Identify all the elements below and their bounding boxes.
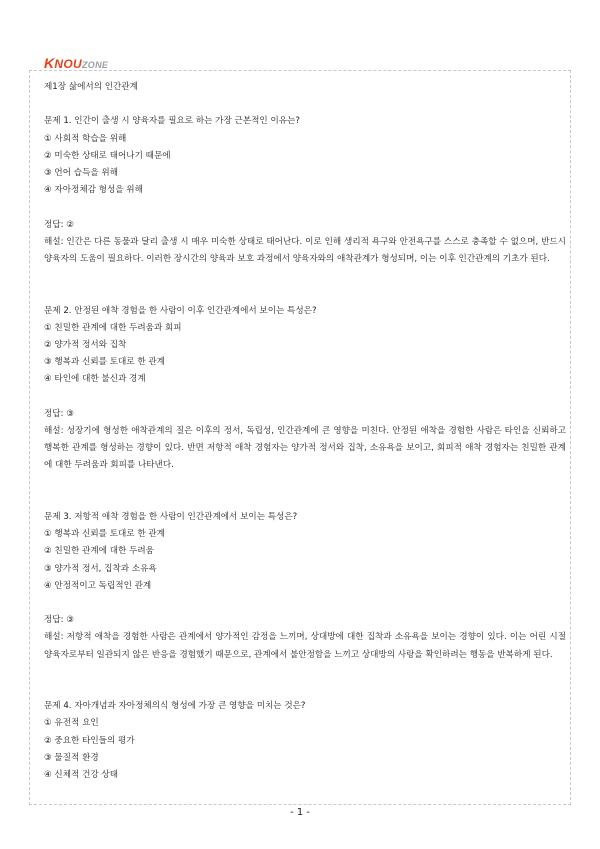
question-block [44,509,566,664]
question-block [44,113,566,268]
option-item: ③ 물질적 환경 [44,752,99,763]
option-item: ① 행복과 신뢰를 토대로 한 관계 [44,529,165,540]
explanation-text: 해설: 인간은 다른 동물과 달리 출생 시 매우 미숙한 상태로 태어난다. 이로 인해 생리적 욕구와 안전욕구를 스스로 충족할 수 없으며, 반드시 양육자의 도움이 필요하다. 이러한 장시간의 양육과 보호 과정에서 양육자와의 애착관계가 형성되며, 이는 이후 인간관계의 기초가 된다. [44,236,566,264]
question-text: 문제 1. 인간이 출생 시 양육자를 필요로 하는 가장 근본적인 이유는? [44,116,300,127]
option-item: ③ 양가적 정서, 집착과 소유욕 [44,563,157,574]
question-text: 문제 4. 자아개념과 자아정체의식 형성에 가장 큰 영향을 미치는 것은? [44,701,306,712]
option-item: ① 친밀한 관계에 대한 두려움과 회피 [44,322,182,333]
answer-text: 정답: ③ [44,408,74,419]
option-item: ② 중요한 타인들의 평가 [44,735,135,746]
explanation-text: 해설: 성장기에 형성한 애착관계의 질은 이후의 정서, 독립성, 인간관계에 큰 영향을 미친다. 안정된 애착을 경험한 사람은 타인을 신뢰하고 행복한 관계를 형성하는 경향이 있다. 반면 저항적 애착 경험자는 양가적 정서와 집착, 소유욕을 보이고, 회피적 애착 경험자는 친밀한 관계에 대한 두려움과 회피를 나타낸다. [44,426,566,471]
question-block [44,303,566,475]
answer-text: 정답: ② [44,219,74,230]
explanation-text: 해설: 저항적 애착을 경험한 사람은 관계에서 양가적인 감정을 느끼며, 상대방에 대한 집착과 소유욕을 보이는 경향이 있다. 이는 어린 시절 양육자로부터 일관되지 않은 반응을 경험했기 때문으로, 관계에서 불안정함을 느끼고 상대방의 사랑을 확인하려는 행동을 반복하게 된다. [44,632,566,660]
option-item: ① 사회적 학습을 위해 [44,133,127,144]
option-item: ④ 신체적 건강 상태 [44,770,119,781]
option-item: ② 친밀한 관계에 대한 두려움 [44,546,154,557]
option-item: ④ 안정적이고 독립적인 관계 [44,580,152,591]
option-item: ④ 자아정체감 형성을 위해 [44,185,143,196]
option-item: ① 유전적 요인 [44,718,99,729]
option-item: ③ 언어 습득을 위해 [44,168,119,178]
question-text: 문제 2. 안정된 애착 경험을 한 사람이 이후 인간관계에서 보이는 특성은? [44,305,317,316]
option-item: ② 미숙한 상태로 태어나기 때문에 [44,150,171,161]
option-item: ③ 행복과 신뢰를 토대로 한 관계 [44,357,165,368]
document-body [44,79,566,784]
knouzone-logo: KNOUZONE [44,55,109,71]
question-text: 문제 3. 저항적 애착 경험을 한 사람이 인간관계에서 보이는 특성은? [44,512,298,522]
question-block [44,698,566,784]
page-number: - 1 - [290,807,310,818]
option-item: ④ 타인에 대한 불신과 경계 [44,374,146,385]
answer-text: 정답: ③ [44,615,74,626]
option-item: ② 양가적 정서와 집착 [44,340,127,350]
chapter-title: 제1장 삶에서의 인간관계 [44,82,138,92]
